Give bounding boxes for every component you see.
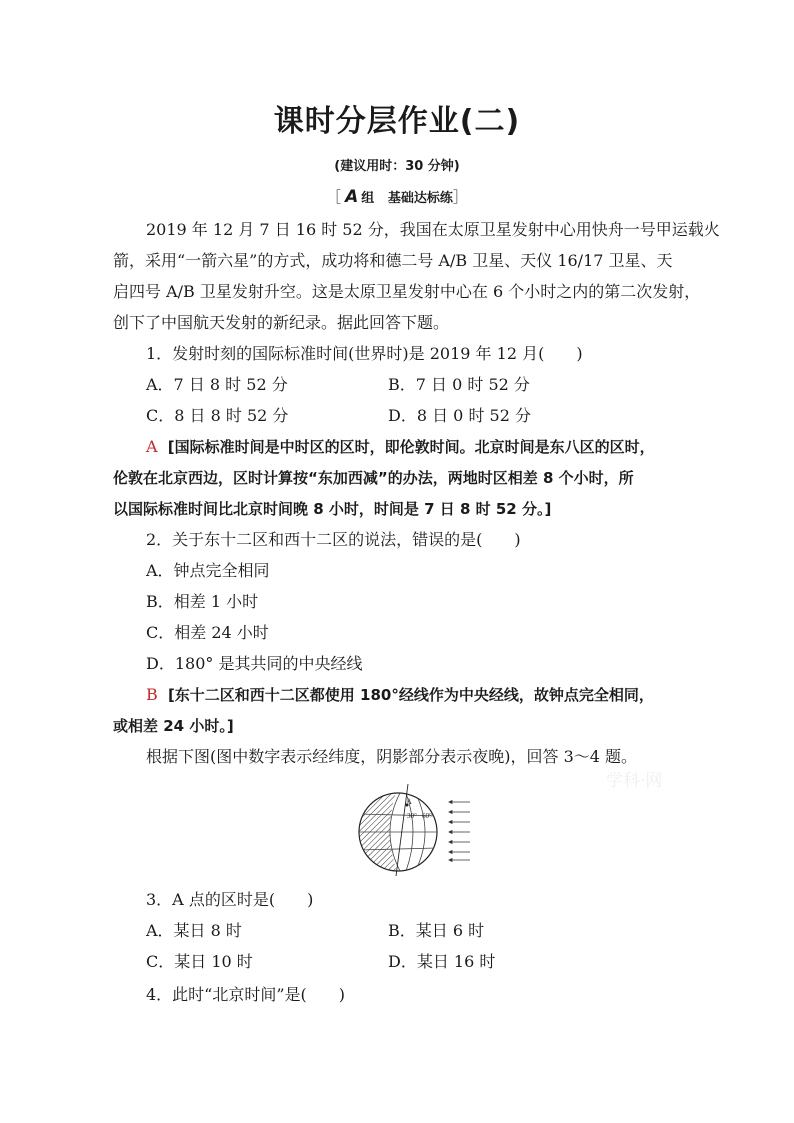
group-bracket-close: ］ <box>452 188 468 206</box>
q3-stem: 3．A 点的区时是( ) <box>146 890 314 909</box>
intro-line: 2019 年 12 月 7 日 16 时 52 分，我国在太原卫星发射中心用快舟一号甲运载火 <box>146 220 720 239</box>
q2-explanation <box>146 685 654 705</box>
q2-option-d: D．180° 是其共同的中央经线 <box>146 654 363 673</box>
q1-option-b: B．7 日 0 时 52 分 <box>388 375 530 394</box>
globe-figure <box>348 780 474 876</box>
page-title: 课时分层作业(二) <box>273 104 521 139</box>
intro-line: 箭，采用“一箭六星”的方式，成功将和德二号 A/B 卫星、天仪 16/17 卫星、天 <box>113 251 673 270</box>
group-label <box>0 186 794 207</box>
q2-option-c: C．相差 24 小时 <box>146 623 269 642</box>
suggested-time: (建议用时：30 分钟) <box>334 159 460 174</box>
group-letter: A <box>345 187 359 207</box>
q1-option-d: D．8 日 0 时 52 分 <box>388 406 531 425</box>
q2-explanation-text: [东十二区和西十二区都使用 180°经线作为中央经线，故钟点完全相同， <box>167 686 654 704</box>
longitude-label: 60° <box>422 812 432 820</box>
latitude-label: 30° <box>407 812 417 820</box>
q3-option-c: C．某日 10 时 <box>146 952 253 971</box>
q4-stem: 4．此时“北京时间”是( ) <box>146 985 346 1004</box>
q2-explanation-line: 或相差 24 小时。] <box>113 717 234 735</box>
intro-line: 启四号 A/B 卫星发射升空。这是太原卫星发射中心在 6 个小时之内的第二次发射， <box>113 282 701 301</box>
q1-explanation <box>146 437 655 457</box>
q1-option-a: A．7 日 8 时 52 分 <box>146 375 288 394</box>
point-a-label: A <box>406 797 412 806</box>
q1-explanation-line: 伦敦在北京西边，区时计算按“东加西减”的办法，两地时区相差 8 个小时，所 <box>113 469 634 487</box>
q2-option-b: B．相差 1 小时 <box>146 592 259 611</box>
q3-option-a: A．某日 8 时 <box>146 921 242 940</box>
group-word: 组 <box>361 191 375 206</box>
sunlight-arrows <box>449 801 470 862</box>
q1-answer-letter: A <box>146 437 158 456</box>
q3-option-d: D．某日 16 时 <box>388 952 496 971</box>
q1-option-c: C．8 日 8 时 52 分 <box>146 406 289 425</box>
q1-explanation-line: 以国际标准时间比北京时间晚 8 小时，时间是 7 日 8 时 52 分。] <box>113 500 552 518</box>
group-name: 基础达标练 <box>387 191 453 206</box>
q2-stem: 2．关于东十二区和西十二区的说法，错误的是( ) <box>146 530 521 549</box>
q2-answer-letter: B <box>146 685 158 704</box>
intro-line: 创下了中国航天发射的新纪录。据此回答下题。 <box>113 313 450 332</box>
figure-intro: 根据下图(图中数字表示经纬度，阴影部分表示夜晚)，回答 3～4 题。 <box>146 747 638 766</box>
q1-stem: 1．发射时刻的国际标准时间(世界时)是 2019 年 12 月( ) <box>146 344 583 363</box>
q1-explanation-text: [国际标准时间是中时区的区时，即伦敦时间。北京时间是东八区的区时， <box>167 438 655 456</box>
watermark: 学科·网 <box>606 771 663 791</box>
group-bracket-open: ［ <box>326 188 342 206</box>
q2-option-a: A．钟点完全相同 <box>146 561 270 580</box>
night-shade <box>358 780 400 876</box>
q3-option-b: B．某日 6 时 <box>388 921 485 940</box>
